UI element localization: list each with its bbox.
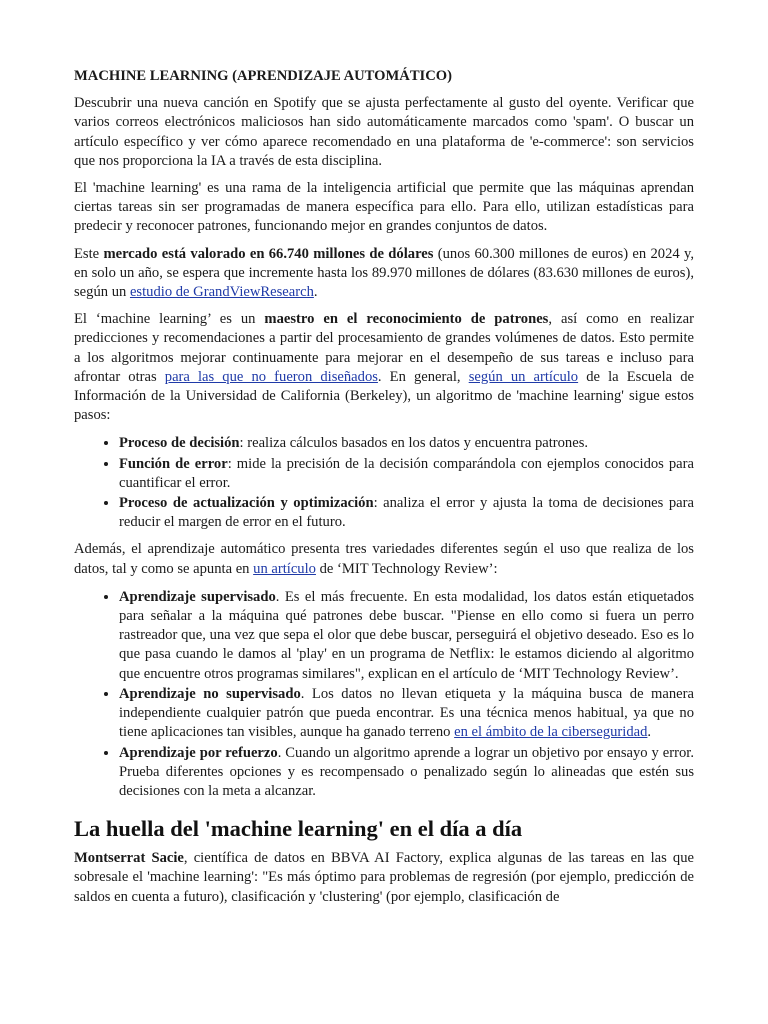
varieties-paragraph: Además, el aprendizaje automático presenta tres variedades diferentes según el uso que realiza de los datos, tal y como se apunta en un artículo de ‘MIT Technology Review’:	[74, 541, 694, 577]
algorithm-steps-list	[74, 433, 694, 532]
list-item: • Aprendizaje supervisado. Es el más frecuente. En esta modalidad, los datos están etiquetados para señalar a la máquina qué patrones debe buscar. "Piense en ello como si fuera un perro rastreador que, una vez que sepa el olor que debe buscar, perseguirá el objetivo deseado. Eso es lo que pasa cuando le damos al 'play' en un programa de Netflix: le estamos diciendo al algoritmo que encuentre otros programas similares", explican en el artículo de ‘MIT Technology Review’.	[119, 587, 694, 684]
berkeley-article-link[interactable]: según un artículo	[468, 368, 579, 385]
learning-varieties-list	[74, 587, 694, 801]
list-item: • Proceso de actualización y optimización: analiza el error y ajusta la toma de decisiones para reducir el margen de error en el futuro.	[119, 493, 694, 532]
patterns-paragraph: El ‘machine learning’ es un maestro en el reconocimiento de patrones, así como en realizar predicciones y recomendaciones a partir del procesamiento de grandes volúmenes de datos. Esto permite a los algoritmos mejorar continuamente para mejorar en el desempeño de sus tareas e incluso para afrontar otras para las que no fueron diseñados. En general, según un artículo de la Escuela de Información de la Universidad de California (Berkeley), un algoritmo de 'machine learning' sigue estos pasos:	[74, 311, 694, 424]
intro-paragraph: Descubrir una nueva canción en Spotify que se ajusta perfectamente al gusto del oyente. Verificar que varios correos electrónicos maliciosos han sido automáticamente marcados como 'spam'. O buscar un artículo específico y ver cómo aparece recomendado en una plataforma de 'e-commerce': son servicios que nos proporciona la IA a través de esta disciplina.	[74, 95, 694, 169]
list-item: • Proceso de decisión: realiza cálculos basados en los datos y encuentra patrones.	[119, 433, 694, 453]
patterns-highlight: maestro en el reconocimiento de patrones	[264, 311, 549, 328]
person-name: Montserrat Sacie	[74, 850, 184, 867]
grandviewresearch-link[interactable]: estudio de GrandViewResearch	[129, 284, 314, 301]
list-item: • Aprendizaje no supervisado. Los datos no llevan etiqueta y la máquina busca de manera independiente cualquier patrón que pueda encontrar. Es una técnica menos habitual, ya que no tiene aplicaciones tan visibles, aunque ha ganado terreno en el ámbito de la ciberseguridad.	[119, 684, 694, 743]
definition-paragraph: El 'machine learning' es una rama de la inteligencia artificial que permite que las máquinas aprendan ciertas tareas sin ser programadas de manera específica para ello. Para ello, utilizan estadísticas para predecir y reconocer patrones, funcionando mejor en grandes conjuntos de datos.	[74, 180, 694, 235]
cybersecurity-link[interactable]: en el ámbito de la ciberseguridad	[454, 724, 648, 741]
section-heading: La huella del 'machine learning' en el día a día	[74, 816, 523, 842]
market-paragraph: Este mercado está valorado en 66.740 millones de dólares (unos 60.300 millones de euros) en 2024 y, en solo un año, se espera que incremente hasta los 89.970 millones de dólares (83.630 millones de euros), según un estudio de GrandViewResearch.	[74, 245, 694, 301]
not-designed-link[interactable]: para las que no fueron diseñados	[164, 368, 378, 385]
mit-article-link[interactable]: un artículo	[253, 560, 316, 577]
section-title: MACHINE LEARNING (APRENDIZAJE AUTOMÁTICO)	[74, 68, 452, 84]
list-item: • Función de error: mide la precisión de la decisión comparándola con ejemplos conocidos para cuantificar el error.	[119, 454, 694, 493]
list-item: • Aprendizaje por refuerzo. Cuando un algoritmo aprende a lograr un objetivo por ensayo y error. Prueba diferentes opciones y es recompensado o penalizado según lo alineadas que estén sus decisiones con la meta a alcanzar.	[119, 743, 694, 802]
sacie-paragraph: Montserrat Sacie, científica de datos en BBVA AI Factory, explica algunas de las tareas en las que sobresale el 'machine learning': "Es más óptimo para problemas de regresión (por ejemplo, predicción de saldos en cuenta a futuro), clasificación y 'clustering' (por ejemplo, clasificación de	[74, 850, 695, 905]
market-value-highlight: mercado está valorado en 66.740 millones de dólares	[103, 245, 434, 262]
